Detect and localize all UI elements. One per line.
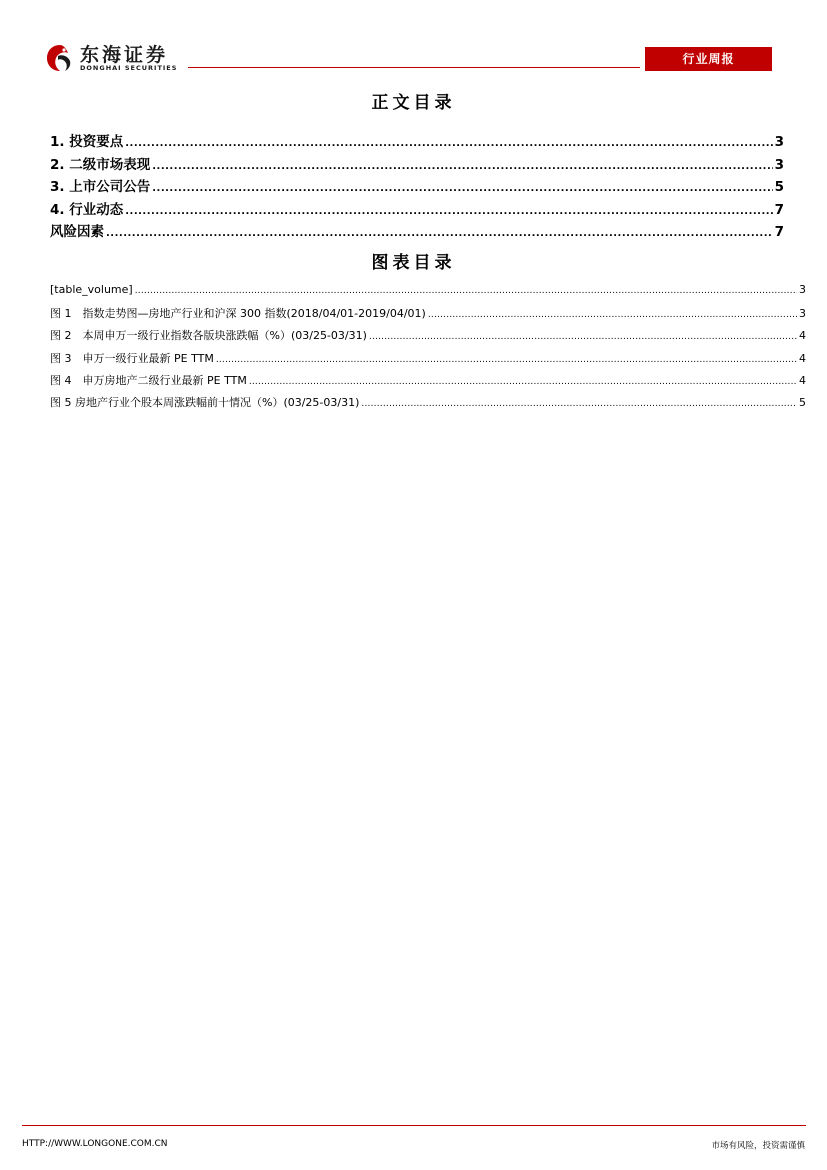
toc-entry-label: 4. 行业动态 <box>50 201 124 218</box>
toc-leader-dots <box>135 286 797 296</box>
chart-toc-entry[interactable] <box>50 372 806 394</box>
main-toc <box>50 130 784 243</box>
toc-entry-label: 风险因素 <box>50 224 104 240</box>
toc-leader-dots <box>106 228 773 239</box>
donghai-logo <box>44 42 194 76</box>
toc-entry[interactable] <box>50 130 784 153</box>
footer-risk-note: 市场有风险，投资需谨慎 <box>711 1141 805 1151</box>
toc-leader-dots <box>361 399 797 409</box>
logo-cn-text: 东海证券 <box>80 44 169 66</box>
toc-entry-page: 7 <box>774 224 784 240</box>
toc-leader-dots <box>152 161 772 172</box>
toc-entry[interactable] <box>50 220 784 243</box>
chart-toc-entry[interactable] <box>50 283 806 305</box>
chart-toc-entry-label: 图 5 房地产行业个股本周涨跌幅前十情况（%）(03/25-03/31) <box>50 395 360 409</box>
toc-leader-dots <box>369 332 797 342</box>
donghai-logo-icon <box>44 42 76 74</box>
toc-leader-dots <box>216 355 797 365</box>
toc-leader-dots <box>125 206 772 217</box>
chart-toc <box>50 283 806 416</box>
page-header <box>0 0 827 80</box>
chart-toc-entry-label: 图 2 本周申万一级行业指数各版块涨跌幅（%）(03/25-03/31) <box>50 329 367 343</box>
chart-toc-entry-page: 4 <box>799 351 806 365</box>
toc-leader-dots <box>125 138 772 149</box>
toc-entry-page: 3 <box>774 156 784 173</box>
toc-leader-dots <box>428 310 797 320</box>
toc-entry-label: 1. 投资要点 <box>50 134 124 150</box>
report-type-badge: 行业周报 <box>645 47 772 71</box>
toc-entry[interactable] <box>50 175 784 198</box>
logo-en-text: DONGHAI SECURITIES <box>80 64 178 72</box>
chart-toc-entry[interactable] <box>50 327 806 349</box>
chart-toc-entry[interactable] <box>50 350 806 372</box>
chart-toc-entry-page: 5 <box>799 395 806 409</box>
toc-leader-dots <box>152 183 772 194</box>
footer-divider <box>22 1125 806 1126</box>
toc-entry-page: 5 <box>774 179 784 195</box>
chart-toc-title: 图表目录 <box>371 253 456 273</box>
chart-toc-entry-page: 4 <box>799 373 806 387</box>
toc-leader-dots <box>249 377 797 387</box>
chart-toc-entry-page: 4 <box>799 329 806 343</box>
chart-toc-entry-label: [table_volume] <box>50 283 133 296</box>
toc-entry-page: 3 <box>774 134 784 150</box>
chart-toc-entry[interactable] <box>50 305 806 327</box>
footer-website-link[interactable]: HTTP://WWW.LONGONE.COM.CN <box>22 1139 168 1149</box>
chart-toc-entry-page: 3 <box>799 283 806 296</box>
header-divider <box>188 67 640 68</box>
toc-entry-label: 2. 二级市场表现 <box>50 156 151 173</box>
chart-toc-entry-page: 3 <box>799 307 806 321</box>
chart-toc-entry-label: 图 1 指数走势图—房地产行业和沪深 300 指数(2018/04/01-2019/04/01) <box>50 307 426 321</box>
toc-entry[interactable] <box>50 198 784 221</box>
chart-toc-entry-label: 图 4 申万房地产二级行业最新 PE TTM <box>50 373 247 387</box>
chart-toc-entry-label: 图 3 申万一级行业最新 PE TTM <box>50 351 214 365</box>
main-toc-title: 正文目录 <box>371 93 456 113</box>
toc-entry-page: 7 <box>774 201 784 218</box>
toc-entry[interactable] <box>50 153 784 176</box>
chart-toc-entry[interactable] <box>50 394 806 416</box>
toc-entry-label: 3. 上市公司公告 <box>50 179 151 195</box>
